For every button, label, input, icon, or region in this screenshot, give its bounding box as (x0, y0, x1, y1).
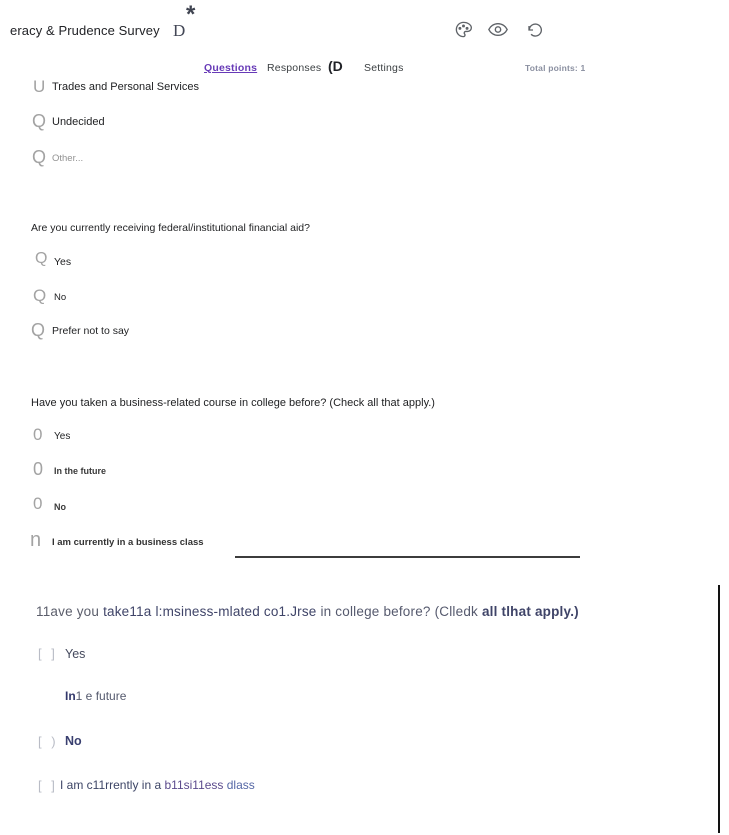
card-edge-line (718, 585, 720, 833)
option-label[interactable]: Trades and Personal Services (52, 81, 199, 93)
option-label[interactable]: No (65, 734, 82, 748)
responses-count-badge: (D (328, 58, 343, 74)
option-label[interactable]: Yes (54, 256, 72, 268)
question-text-part: all tlhat apply.) (481, 604, 579, 619)
answer-underline (235, 556, 580, 558)
option-label[interactable]: Prefer not to say (52, 325, 130, 337)
option-label[interactable]: Yes (54, 431, 71, 442)
option-label[interactable]: Yes (65, 647, 86, 661)
option-other-label[interactable]: Other... (52, 153, 84, 164)
radio-icon[interactable]: U (33, 77, 46, 96)
option-text-part: 1 e future (75, 689, 127, 703)
form-title[interactable]: eracy & Prudence Survey (10, 23, 160, 38)
checkbox-icon[interactable]: 0 (33, 425, 43, 444)
question-title-business-course-copy[interactable] (36, 604, 579, 619)
option-text-part: I am c11rrently in a (60, 778, 165, 792)
question-text-part: in college before? (Clledk (320, 604, 482, 619)
question-title-financial-aid[interactable]: Are you currently receiving federal/institutional financial aid? (31, 222, 310, 234)
checkbox-icon[interactable]: 0 (33, 494, 43, 513)
star-icon: * (186, 1, 196, 28)
folder-icon[interactable]: D (173, 21, 186, 40)
total-points-label: Total points: 1 (525, 63, 586, 73)
option-label[interactable]: No (54, 502, 66, 512)
radio-icon[interactable]: Q (35, 250, 48, 267)
question-text-part: take11a l:msiness-mlated co1.Jrse (103, 604, 321, 619)
tab-settings[interactable]: Settings (364, 62, 404, 74)
checkbox-icon[interactable]: [ ) (38, 734, 59, 749)
undo-icon[interactable] (527, 23, 543, 37)
checkbox-icon[interactable]: n (30, 529, 42, 551)
checkbox-icon[interactable]: 0 (33, 459, 44, 479)
option-label[interactable] (65, 689, 126, 703)
radio-icon[interactable]: Q (32, 147, 47, 167)
radio-icon[interactable]: Q (33, 286, 47, 305)
radio-icon[interactable]: Q (32, 111, 47, 131)
question-title-business-course[interactable]: Have you taken a business-related course in college before? (Check all that apply.) (31, 397, 435, 409)
option-label[interactable]: No (54, 292, 67, 303)
option-label[interactable]: Undecided (52, 116, 105, 128)
option-label[interactable]: In the future (54, 466, 106, 476)
option-label[interactable] (60, 778, 255, 792)
option-label[interactable]: I am currently in a business class (52, 537, 204, 548)
option-text-part: dlass (226, 778, 255, 792)
palette-icon[interactable] (454, 20, 473, 39)
eye-icon[interactable] (488, 22, 508, 37)
checkbox-icon[interactable]: [ ] (38, 778, 58, 793)
option-text-part: In (65, 689, 76, 703)
radio-icon[interactable]: Q (31, 320, 46, 340)
tab-responses[interactable]: Responses (267, 62, 322, 74)
question-text-part: 11ave you (36, 604, 104, 619)
option-text-part: b11si11ess (164, 778, 227, 792)
tab-questions[interactable]: Questions (204, 62, 258, 74)
checkbox-icon[interactable]: [ ] (38, 646, 58, 661)
